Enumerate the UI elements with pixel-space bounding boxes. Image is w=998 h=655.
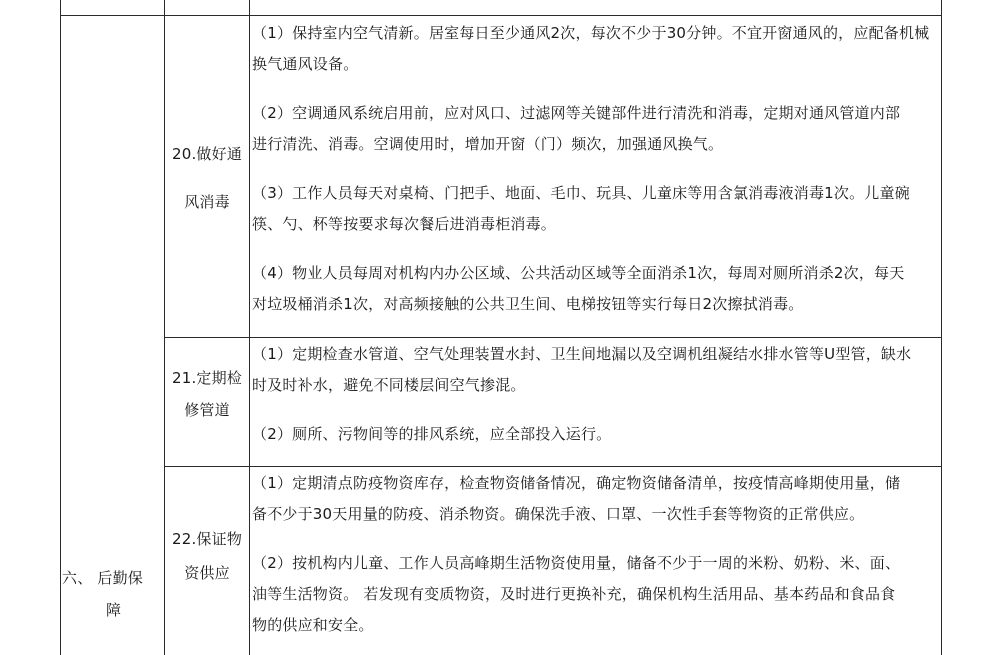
item-title xyxy=(166,130,248,226)
item-title-line: 20.做好通 xyxy=(171,145,243,163)
row-divider-item-20 xyxy=(164,337,942,338)
paragraph xyxy=(252,98,940,160)
row-divider-item-21 xyxy=(164,466,942,467)
paragraph-line: （2）按机构内儿童、工作人员高峰期生活物资使用量，储备不少于一周的米粉、奶粉、米、面、 xyxy=(252,554,901,572)
paragraph-line: （1）定期清点防疫物资库存，检查物资储备情况，确定物资储备清单，按疫情高峰期使用量，储 xyxy=(252,474,901,492)
item-title-line: 21.定期检 xyxy=(171,369,243,387)
paragraph-line: 换气通风设备。 xyxy=(252,55,359,73)
item-title xyxy=(166,522,248,590)
item-title xyxy=(166,362,248,426)
column-divider-category xyxy=(164,0,165,655)
paragraph xyxy=(252,468,940,530)
paragraph-line: （2）厕所、污物间等的排风系统，应全部投入运行。 xyxy=(252,425,612,443)
paragraph-line: （2）空调通风系统启用前，应对风口、过滤网等关键部件进行清洗和消毒，定期对通风管道内部 xyxy=(252,104,901,122)
paragraph-line: 对垃圾桶消杀1次，对高频接触的公共卫生间、电梯按钮等实行每日2次擦拭消毒。 xyxy=(252,295,804,313)
item-title-line: 资供应 xyxy=(184,564,230,582)
paragraph-line: 时及时补水，避免不同楼层间空气掺混。 xyxy=(252,376,526,394)
paragraph-line: 进行清洗、消毒。空调使用时，增加开窗（门）频次，加强通风换气。 xyxy=(252,135,724,153)
paragraph-line: 物的供应和安全。 xyxy=(252,616,374,634)
table-border-right xyxy=(941,0,942,655)
paragraph xyxy=(252,258,940,320)
paragraph xyxy=(252,178,940,240)
item-title-line: 风消毒 xyxy=(184,193,230,211)
paragraph xyxy=(252,18,940,80)
item-title-line: 修管道 xyxy=(184,401,230,419)
paragraph xyxy=(252,339,940,401)
paragraph-line: （4）物业人员每周对机构内办公区域、公共活动区域等全面消杀1次，每周对厕所消杀2次，每天 xyxy=(252,264,905,282)
item-title-line: 22.保证物 xyxy=(171,530,243,548)
table-border-left xyxy=(60,0,61,655)
paragraph-line: 油等生活物资。 若发现有变质物资，及时进行更换补充，确保机构生活用品、基本药品和食品食 xyxy=(252,585,896,603)
paragraph xyxy=(252,419,940,450)
paragraph-line: （3）工作人员每天对桌椅、门把手、地面、毛巾、玩具、儿童床等用含氯消毒液消毒1次。儿童碗 xyxy=(252,184,910,202)
paragraph-line: （1）保持室内空气清新。居室每日至少通风2次，每次不少于30分钟。不宜开窗通风的，应配备机械 xyxy=(252,24,930,42)
category-line: 障 xyxy=(106,601,122,619)
paragraph-line: 筷、勺、杯等按要求每次餐后进消毒柜消毒。 xyxy=(252,215,557,233)
paragraph-line: （1）定期检查水管道、空气处理装置水封、卫生间地漏以及空调机组凝结水排水管等U型管，缺水 xyxy=(252,345,912,363)
category-label xyxy=(62,562,162,626)
column-divider-item xyxy=(249,0,250,655)
row-divider-top xyxy=(60,15,942,16)
paragraph xyxy=(252,548,940,641)
paragraph-line: 备不少于30天用量的防疫、消杀物资。确保洗手液、口罩、一次性手套等物资的正常供应。 xyxy=(252,505,865,523)
category-line: 六、 后勤保 xyxy=(62,569,143,587)
